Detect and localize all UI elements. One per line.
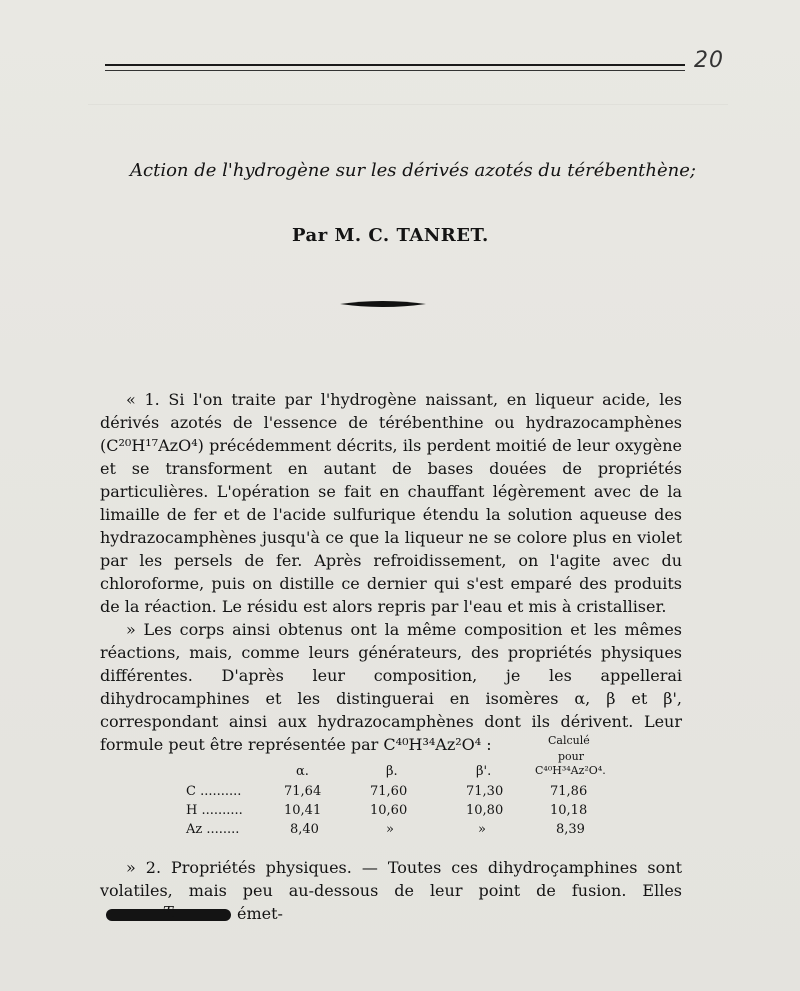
paragraph-2: » Les corps ainsi obtenus ont la même composition et les mêmes réactions, mais, comme leurs générateurs, des propriétés physiques différentes. D'après leur composition, je les appellerai dihydrocamphines et les distinguerai en isomères α, β et β', correspondant ainsi aux hydrazocamphènes dont ils dérivent. Leur formule peut être représentée par C⁴⁰H³⁴Az²O⁴ :	[100, 620, 682, 754]
article-author: Par M. C. TANRET.	[292, 225, 489, 246]
paragraph-3	[100, 856, 682, 925]
page-number: 20	[694, 48, 724, 73]
col-header-alpha: α.	[296, 764, 309, 779]
row-az-alpha: 8,40	[290, 822, 319, 837]
bleed-through-texture	[88, 84, 728, 284]
col-header-beta-prime: β'.	[476, 764, 492, 779]
row-c-beta: 71,60	[370, 784, 408, 799]
calc-header-1: Calculé	[548, 734, 590, 747]
row-c-alpha: 71,64	[284, 784, 322, 799]
paragraph-3-end: émet-	[237, 904, 283, 923]
calc-header-3: C⁴⁰H³⁴Az²O⁴.	[535, 764, 606, 777]
signature-mark: T.	[163, 903, 176, 921]
row-c-beta-prime: 71,30	[466, 784, 504, 799]
row-h-alpha: 10,41	[284, 803, 322, 818]
row-h-beta: 10,60	[370, 803, 408, 818]
col-header-beta: β.	[386, 764, 398, 779]
article-title: Action de l'hydrogène sur les dérivés azotés du térébenthène;	[130, 160, 696, 181]
header-rule-bottom	[105, 70, 685, 71]
body-text	[100, 388, 682, 756]
row-az-beta: »	[386, 822, 394, 837]
row-az-beta-prime: »	[478, 822, 486, 837]
calc-header-2: pour	[558, 750, 585, 763]
row-label-c: C ..........	[186, 784, 242, 799]
header-rule-top	[105, 64, 685, 66]
row-label-az: Az ........	[186, 822, 240, 837]
divider-ornament-icon	[338, 300, 428, 308]
section-2-text	[100, 856, 682, 925]
row-h-beta-prime: 10,80	[466, 803, 504, 818]
paragraph-1: « 1. Si l'on traite par l'hydrogène naissant, en liqueur acide, les dérivés azotés de l'essence de térébenthine ou hydrazocamphènes (C²⁰H¹⁷AzO⁴) précédemment décrits, ils perdent moitié de leur oxygène et se transforment en autant de bases douées de propriétés particulières. L'opération se fait en chauffant légèrement avec de la limaille de fer et de l'acide sulfurique étendu la solution aqueuse des hydrazocamphènes jusqu'à ce que la liqueur ne se colore plus en violet par les persels de fer. Après refroidissement, on l'agite avec du chloroforme, puis on distille ce dernier qui s'est emparé des produits de la réaction. Le résidu est alors repris par l'eau et mis à cristalliser.	[100, 390, 682, 616]
row-c-calc: 71,86	[550, 784, 588, 799]
row-label-h: H ..........	[186, 803, 243, 818]
paragraph-3-start: » 2. Propriétés physiques. — Toutes ces dihydroçamphines sont volatiles, mais peu au-dessous de leur point de fusion. Elles	[100, 858, 682, 900]
row-az-calc: 8,39	[556, 822, 585, 837]
row-h-calc: 10,18	[550, 803, 588, 818]
